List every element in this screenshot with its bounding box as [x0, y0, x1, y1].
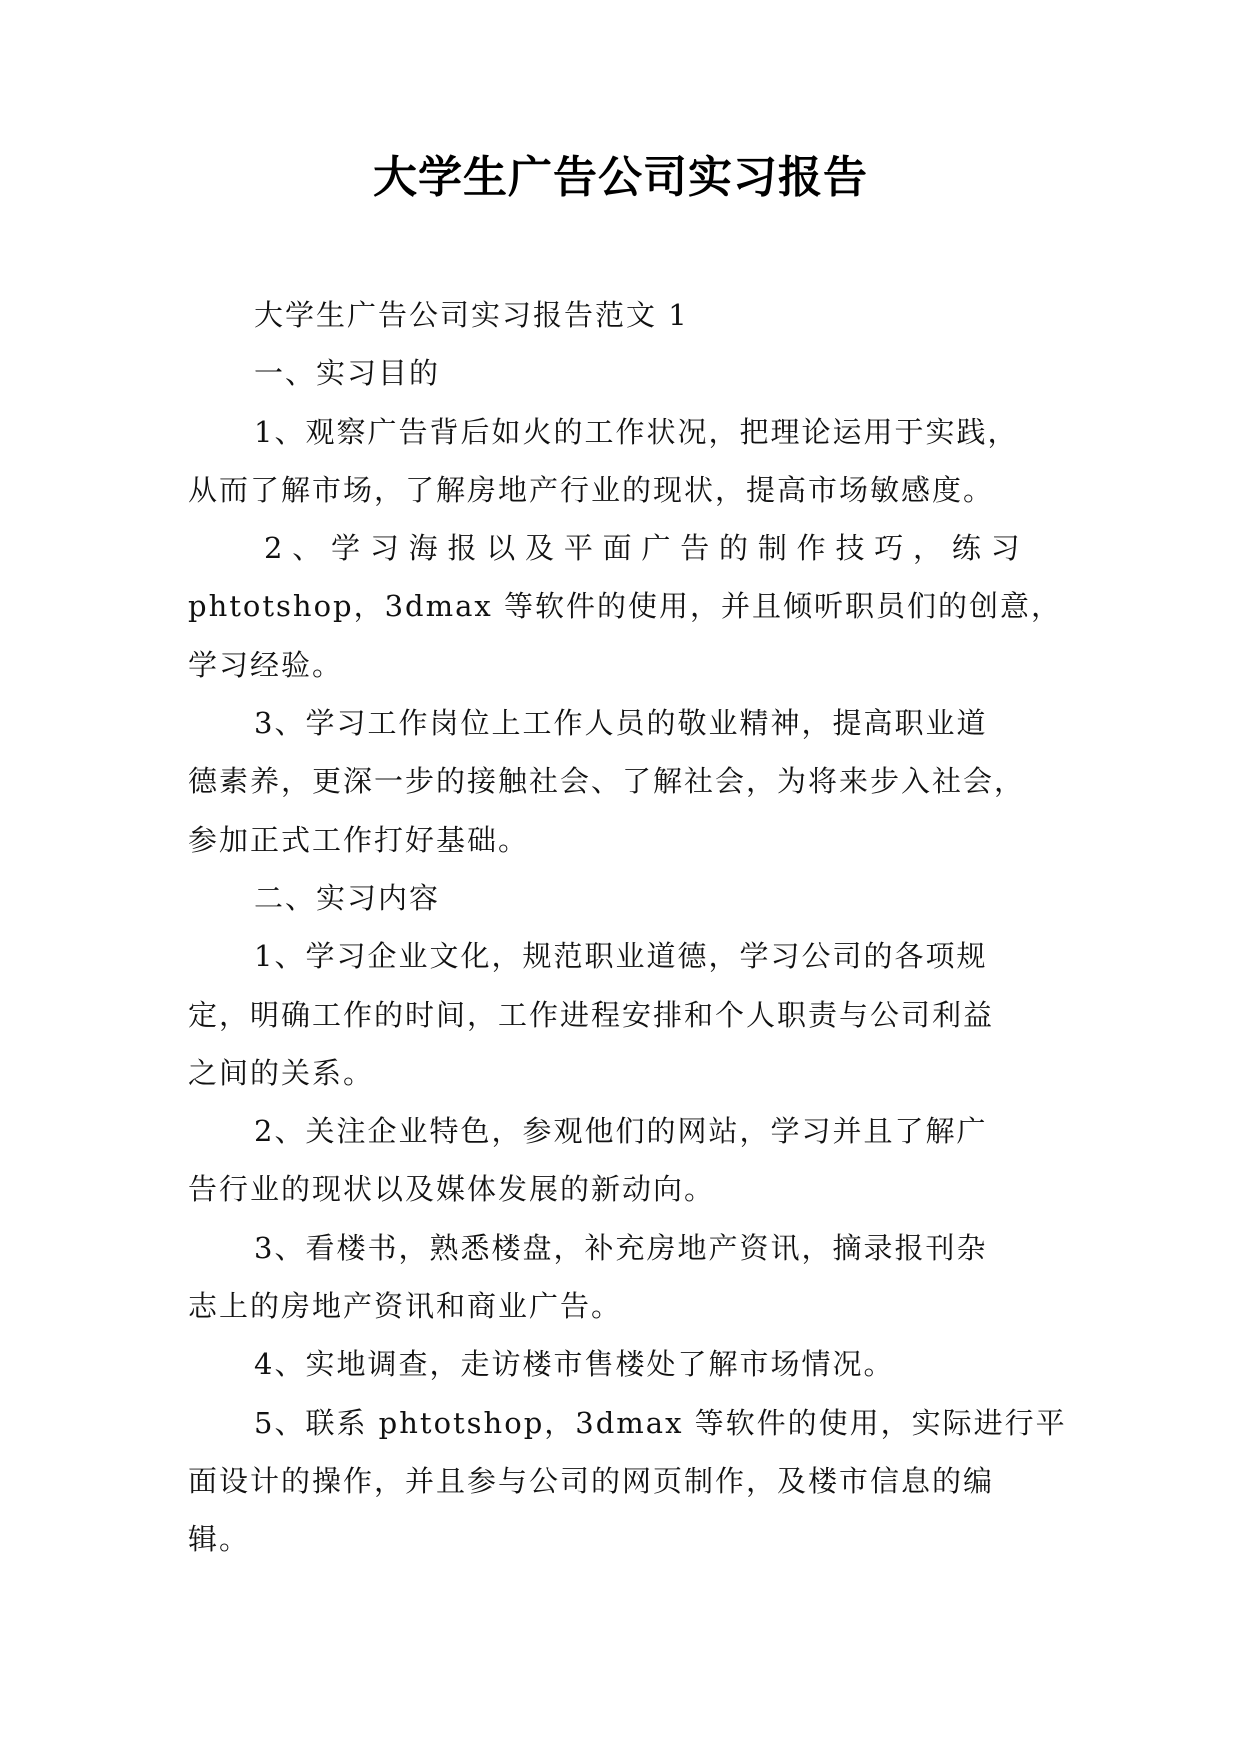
paragraph-line: 志上的房地产资讯和商业广告。 — [188, 1289, 623, 1324]
section-heading: 二、实习内容 — [254, 880, 441, 915]
paragraph-line: 2、关注企业特色，参观他们的网站，学习并且了解广 — [254, 1114, 988, 1149]
paragraph-line: 参加正式工作打好基础。 — [188, 822, 530, 857]
paragraph-line: 学习经验。 — [188, 647, 344, 682]
document-title: 大学生广告公司实习报告 — [373, 152, 868, 203]
paragraph-line: 3、学习工作岗位上工作人员的敬业精神，提高职业道 — [254, 706, 988, 741]
paragraph-line: 4、实地调查，走访楼市售楼处了解市场情况。 — [254, 1347, 895, 1382]
subtitle-line: 大学生广告公司实习报告范文 1 — [254, 298, 689, 332]
paragraph-line: 德素养，更深一步的接触社会、了解社会，为将来步入社会， — [188, 764, 1026, 799]
section-heading: 一、实习目的 — [254, 356, 441, 391]
paragraph-line: 2、学习海报以及平面广告的制作技巧，练习 — [264, 531, 1030, 566]
paragraph-line: 5、联系 phtotshop，3dmax 等软件的使用，实际进行平 — [254, 1405, 1067, 1440]
paragraph-line: 3、看楼书，熟悉楼盘，补充房地产资讯，摘录报刊杂 — [254, 1230, 988, 1265]
paragraph-line: phtotshop，3dmax 等软件的使用，并且倾听职员们的创意， — [188, 589, 1062, 624]
paragraph-line: 从而了解市场，了解房地产行业的现状，提高市场敏感度。 — [188, 472, 995, 507]
paragraph-line: 1、观察广告背后如火的工作状况，把理论运用于实践， — [254, 414, 1019, 449]
paragraph-line: 1、学习企业文化，规范职业道德，学习公司的各项规 — [254, 939, 988, 974]
paragraph-line: 定，明确工作的时间，工作进程安排和个人职责与公司利益 — [188, 997, 995, 1032]
paragraph-line: 之间的关系。 — [188, 1055, 375, 1090]
paragraph-line: 辑。 — [188, 1522, 251, 1557]
document-body — [188, 286, 1067, 1569]
paragraph-line: 告行业的现状以及媒体发展的新动向。 — [188, 1172, 716, 1207]
paragraph-line: 面设计的操作，并且参与公司的网页制作，及楼市信息的编 — [188, 1463, 995, 1498]
